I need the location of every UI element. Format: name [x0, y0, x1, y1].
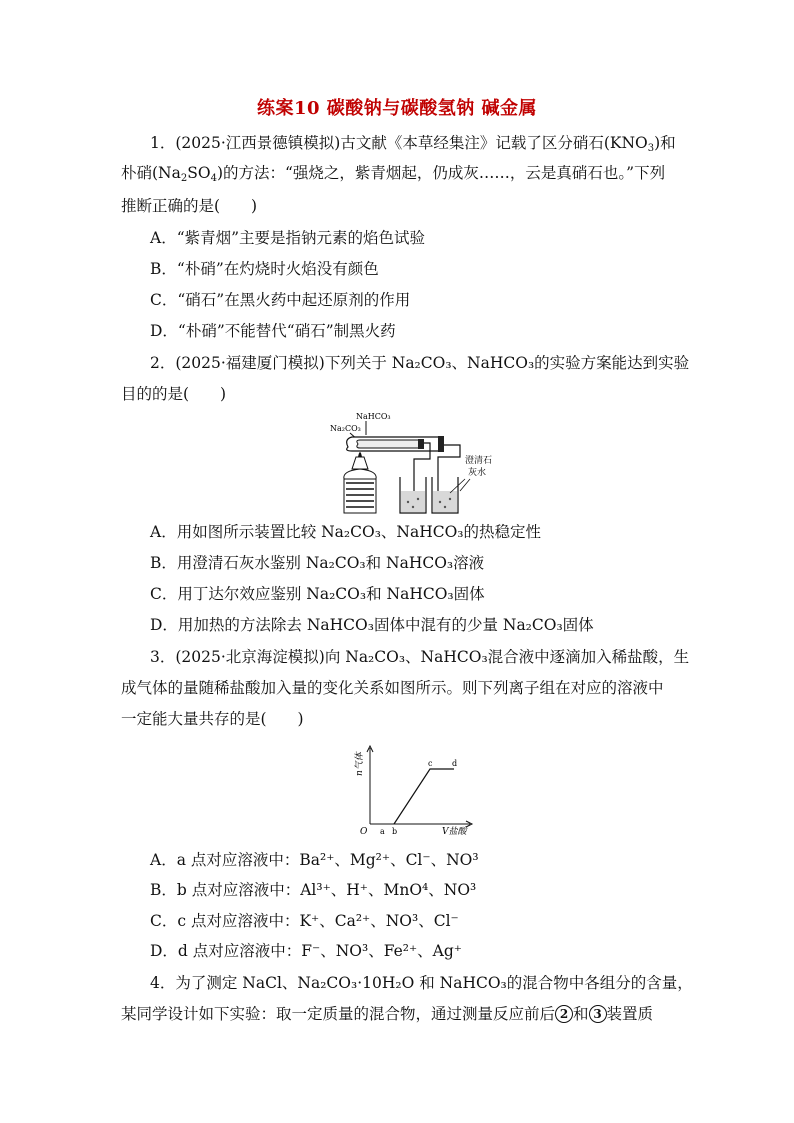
q1-option-a: A．“紫青烟”主要是指钠元素的焰色试验	[150, 229, 426, 247]
q2-line1: 2．(2025·福建厦门模拟)下列关于 Na₂CO₃、NaHCO₃的实验方案能达到实验	[150, 354, 690, 372]
y-axis-label: n气体	[355, 752, 365, 776]
point-label-a: a	[380, 827, 385, 836]
q1-line3: 推断正确的是( )	[121, 197, 258, 215]
label-lime-1: 澄清石	[465, 456, 493, 466]
q3-option-c: C．c 点对应溶液中：K⁺、Ca²⁺、NO³、Cl⁻	[150, 912, 459, 930]
q1-line2: 朴硝$(Na_2SO_4)$的方法：“强烧之，紫青烟起，仍成灰……，云是真硝石也。”下列	[121, 164, 666, 184]
q3-line1: 3．(2025·北京海淀模拟)向 Na₂CO₃、NaHCO₃混合液中逐滴加入稀盐酸，生	[150, 648, 690, 666]
label-lime-2: 灰水	[468, 468, 487, 478]
circle-2: 2	[555, 1005, 573, 1023]
q1-option-d: D．“朴硝”不能替代“硝石”制黑火药	[150, 322, 396, 340]
point-label-c: c	[428, 759, 433, 768]
label-nahco3: NaHCO₃	[356, 412, 391, 421]
gas-volume-chart	[352, 742, 482, 838]
page-title: 练案10 碳酸钠与碳酸氢钠 碱金属	[256, 98, 538, 119]
heating-apparatus-figure	[322, 407, 506, 517]
q2-option-d: D．用加热的方法除去 NaHCO₃固体中混有的少量 Na₂CO₃固体	[150, 616, 594, 634]
q2-option-b: B．用澄清石灰水鉴别 Na₂CO₃和 NaHCO₃溶液	[150, 554, 485, 572]
point-label-d: d	[452, 759, 458, 768]
q1-line1: 1．(2025·江西景德镇模拟)古文献《本草经集注》记载了区分硝石$(KNO_3)$和	[150, 134, 676, 154]
q3-option-b: B．b 点对应溶液中：Al³⁺、H⁺、MnO⁴、NO³	[150, 881, 477, 899]
q1-option-b: B．“朴硝”在灼烧时火焰没有颜色	[150, 260, 379, 278]
q2-option-a: A．用如图所示装置比较 Na₂CO₃、NaHCO₃的热稳定性	[150, 523, 542, 541]
q2-option-c: C．用丁达尔效应鉴别 Na₂CO₃和 NaHCO₃固体	[150, 585, 485, 603]
point-label-b: b	[392, 827, 398, 836]
q3-option-a: A．a 点对应溶液中：Ba²⁺、Mg²⁺、Cl⁻、NO³	[150, 851, 479, 869]
q4-line2: 某同学设计如下实验：取一定质量的混合物，通过测量反应前后 2 和 3 装置质	[121, 1005, 654, 1023]
q3-line2: 成气体的量随稀盐酸加入量的变化关系如图所示。则下列离子组在对应的溶液中	[121, 679, 664, 697]
x-axis-label: V盐酸	[442, 827, 467, 837]
label-na2co3: Na₂CO₃	[330, 424, 361, 433]
q3-line3: 一定能大量共存的是( )	[121, 710, 304, 728]
origin-label: O	[360, 827, 368, 837]
q2-line2: 目的的是( )	[121, 385, 227, 403]
q4-line1: 4．为了测定 NaCl、Na₂CO₃·10H₂O 和 NaHCO₃的混合物中各组分的含量，	[150, 974, 693, 992]
circle-3: 3	[589, 1005, 607, 1023]
gas-curve	[394, 769, 454, 824]
q3-option-d: D．d 点对应溶液中：F⁻、NO³、Fe²⁺、Ag⁺	[150, 942, 462, 960]
q1-option-c: C．“硝石”在黑火药中起还原剂的作用	[150, 291, 411, 309]
